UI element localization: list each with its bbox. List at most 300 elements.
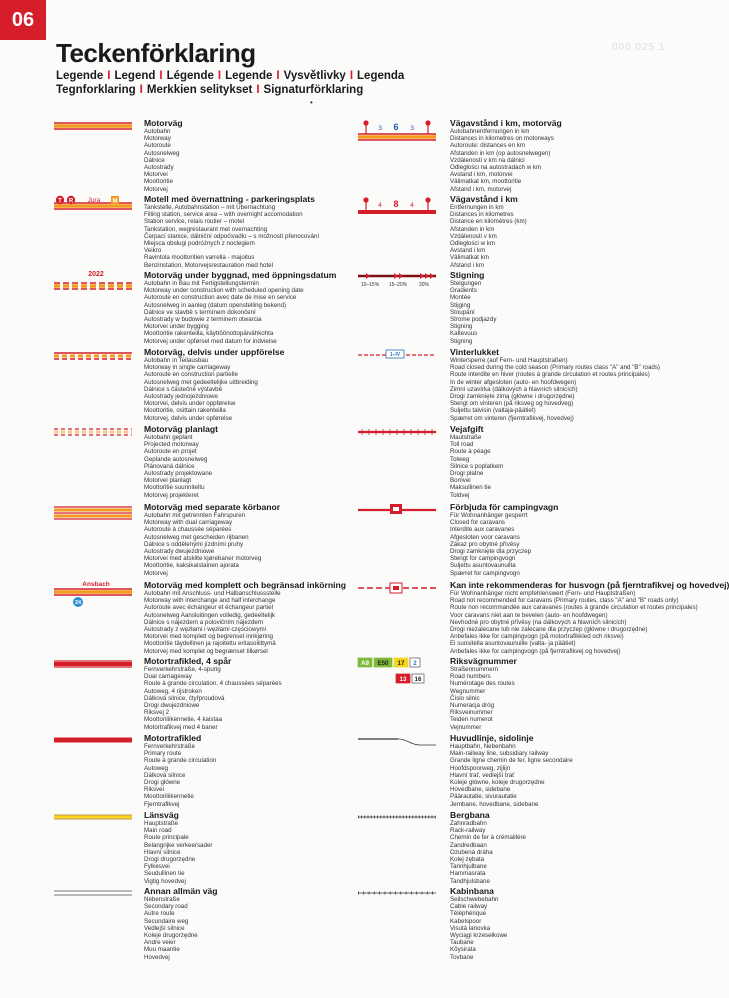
legend-translation: Fernverkehrstraße	[144, 743, 195, 750]
distance-number: 3	[410, 125, 414, 132]
legend-heading: Motorväg med separate körbanor	[144, 502, 281, 512]
opening-year-label: 2022	[88, 271, 104, 278]
legend-translation: Autoroute avec échangeur et échangeur partiel	[144, 604, 273, 612]
legend-translation: Motorvej projekteret	[144, 491, 199, 499]
legend-text	[450, 194, 708, 269]
legend-heading: Huvudlinje, sidolinje	[450, 733, 534, 743]
legend-translation: Afstand i km, motorvej	[450, 185, 512, 193]
legend-translation: Vzdálenosti v km	[450, 232, 497, 240]
legend-heading: Motorväg med komplett och begränsad inkörning	[144, 580, 346, 590]
legend-translation: Riksveinummer	[450, 709, 493, 717]
legend-translation: Taubane	[450, 939, 474, 947]
legend-translation: Čerpací stanice, dálniční odpočivadlo – s možností přenocování	[144, 232, 320, 240]
legend-translation: Seudullinen tie	[144, 870, 185, 878]
legend-translation: Motorvej med komplet og begrænset tilkørsel	[144, 647, 268, 655]
legend-translation: Välimatkat km, moottoritie	[450, 178, 522, 186]
legend-translation: Interdite aux caravanes	[450, 526, 515, 534]
legend-text	[144, 270, 359, 345]
legend-translation: Secondary road	[144, 903, 188, 911]
legend-translation: Hlavní trať, vedlejší trať	[450, 771, 515, 779]
legend-translation: Cable railway	[450, 903, 488, 911]
subtitle-separator: I	[107, 70, 111, 82]
legend-symbol	[358, 812, 450, 832]
legend-translation: Tankstation, wegrestaurant met overnachting	[144, 225, 268, 233]
legend-translation: Autostrady	[144, 164, 174, 172]
legend-translation: Drogi dwujezdniowe	[144, 702, 200, 710]
legend-symbol	[54, 349, 144, 373]
legend-symbol	[358, 426, 450, 448]
legend-translation: Afstanden in km (op autosnelwegen)	[450, 149, 551, 157]
legend-translation: Moottoritie	[144, 178, 173, 186]
legend-translation: Andre veier	[144, 939, 176, 947]
legend-translation: Avstand i km, motorvei	[450, 171, 513, 179]
legend-translation: Voor caravans niet aan te bevelen (auto- en hoofdwegen)	[450, 611, 608, 619]
legend-translation: Autobahn	[144, 128, 171, 135]
legend-translation: Route non recommandée aux caravanes (routes à grande circulation et routes principales)	[450, 604, 698, 612]
subtitle-language: Legenda	[357, 70, 405, 82]
legend-translation: Kolej zębata	[450, 856, 485, 864]
legend-translation: Zákaz pro obytné přívěsy	[450, 540, 520, 548]
legend-translation: Motorway with dual carriageway	[144, 519, 233, 527]
legend-translation: Stengt om vinteren (på riksveg og hovedveg)	[450, 400, 574, 408]
legend-translation: Fylkesvei	[144, 863, 170, 871]
legend-translation: Moottoritie täydellinen ja rajoitettu eritasoliittymä	[144, 640, 276, 648]
legend-symbol	[54, 658, 144, 680]
legend-translation: Autre route	[144, 910, 175, 918]
legend-heading: Motorväg under byggnad, med öppningsdatum	[144, 270, 337, 280]
legend-translation: Köysirata	[450, 946, 476, 954]
legend-text	[450, 656, 708, 731]
legend-translation: Dálnice ve stavbě s termínem dokončení	[144, 308, 256, 316]
legend-text	[450, 733, 708, 808]
legend-translation: Plánovaná dálnice	[144, 462, 195, 470]
legend-translation: Moottoritie rakenteilla, käyttöönottopäivähkohta	[144, 330, 274, 338]
legend-text	[450, 580, 729, 655]
legend-heading: Kan inte rekommenderas for husvogn (på fjerntrafikvej og hovedvej)	[450, 580, 729, 590]
legend-heading: Motorväg, delvis under uppförelse	[144, 347, 285, 357]
legend-translation: Dálnice	[144, 156, 165, 164]
legend-translation: Jernbane, hovedbane, sidebane	[450, 800, 539, 808]
legend-symbol	[54, 582, 144, 618]
legend-translation: Tovbane	[450, 953, 474, 961]
legend-translation: Motortrafikvej med 4 baner	[144, 723, 218, 731]
legend-translation: Drogi zamknięte zimą (główne i drugorzędne)	[450, 393, 575, 401]
legend-text	[450, 347, 708, 422]
subtitle-language: Legende	[225, 70, 273, 82]
legend-heading: Kabinbana	[450, 886, 494, 896]
legend-translation: Für Wohnanhänger gesperrt	[450, 512, 528, 519]
road-number-label: 16	[414, 676, 422, 683]
legend-translation: Avstand i km	[450, 247, 486, 255]
legend-translation: Motorvei med atskilte kjørebaner motorveg	[144, 555, 262, 563]
legend-translation: Nevhodné pro obytné přívěsy (na dálkových a hlavních silnicích)	[450, 618, 627, 626]
legend-symbol	[54, 504, 144, 532]
legend-translation: Drogi zamknięte dla przyczep	[450, 548, 532, 556]
legend-heading: Länsväg	[144, 810, 179, 820]
legend-translation: Hlavní silnice	[144, 848, 181, 856]
legend-translation: Dálnice s nájezdem a polovičním nájezdem	[144, 618, 263, 626]
legend-translation: Grande ligne chemin de fer, ligne secondaire	[450, 757, 573, 765]
legend-translation: Motorway with interchange and half interchange	[144, 597, 276, 605]
legend-translation: Autobahnentfernungen in km	[450, 128, 530, 135]
legend-translation: Distances in kilometres on motorways	[450, 135, 554, 143]
motel-name-label: Jura	[87, 197, 101, 204]
legend-translation: Hauptbahn, Nebenbahn	[450, 743, 516, 750]
legend-text	[450, 424, 708, 499]
subtitle-line-2	[56, 84, 363, 96]
gradient-label: 10–15%	[360, 282, 380, 288]
legend-symbol	[54, 120, 144, 142]
legend-translation: Stigning	[450, 323, 473, 331]
legend-translation: Moottoritie, kaksikaistainen ajorata	[144, 562, 239, 570]
legend-translation: Rack-railway	[450, 827, 486, 835]
legend-translation: Numérotage des routes	[450, 680, 515, 688]
legend-translation: Drogi płatne	[450, 470, 484, 478]
legend-translation: Route à péage	[450, 448, 491, 456]
legend-translation: Tankstelle, Autobahnstation – mit Übernachtung	[144, 204, 276, 211]
road-number-label: 2	[413, 660, 417, 667]
legend-translation: Toll road	[450, 441, 474, 449]
subtitle-line-1	[56, 70, 404, 82]
legend-translation: Strome podjazdy	[450, 316, 497, 324]
legend-symbol	[358, 582, 450, 606]
legend-text	[144, 424, 359, 499]
legend-translation: Afgesloten voor caravans	[450, 533, 520, 541]
legend-translation: Road numbers	[450, 673, 491, 681]
legend-translation: Fernverkehrstraße, 4-spurig	[144, 666, 221, 673]
legend-translation: Motorvei med komplett og begrenset innkjøring	[144, 633, 273, 641]
legend-translation: Motorvei under bygging	[144, 323, 209, 331]
legend-translation: Nebenstraße	[144, 896, 180, 903]
legend-heading: Motortrafikled	[144, 733, 202, 743]
subtitle-separator: I	[217, 70, 222, 82]
legend-translation: Belangrijke verkeersader	[144, 841, 213, 849]
legend-translation: Suljettu asuntovaunuilta	[450, 562, 516, 570]
legend-translation: Closed for caravans	[450, 519, 506, 527]
legend-translation: Benzinstation, Motorvejsrestauration med hotel	[144, 261, 273, 269]
legend-translation: Autobahn mit Anschluss- und Halbanschlussstelle	[144, 590, 281, 597]
legend-translation: Numeracja dróg	[450, 702, 495, 710]
legend-translation: Afstand i km	[450, 261, 485, 269]
legend-translation: Koleje główne, koleje drugorzędne	[450, 779, 545, 787]
legend-translation: Silnice s poplatkem	[450, 462, 504, 470]
legend-translation: Motorvei	[144, 171, 168, 179]
legend-translation: Autoroute: distances en km	[450, 142, 525, 150]
legend-translation: Spærret om vinteren (fjerntrafikvej, hovedvej)	[450, 414, 574, 422]
legend-translation: Mautstraße	[450, 434, 482, 441]
legend-translation: Route à grande circulation, 4 chaussées séparées	[144, 680, 282, 688]
legend-translation: Moottoritie suunniteltu	[144, 484, 205, 492]
legend-translation: Station service, relais routier – motel	[144, 218, 245, 226]
legend-translation: Maksullinen tie	[450, 484, 491, 492]
legend-translation: Téléphérique	[450, 910, 487, 918]
legend-translation: Zahnradbahn	[450, 820, 487, 827]
legend-translation: Dálnice s oddělenými jízdními pruhy	[144, 540, 244, 548]
legend-translation: Stijging	[450, 301, 471, 309]
legend-translation: Motorway in single carriageway	[144, 364, 231, 372]
legend-translation: Zandredbaan	[450, 841, 487, 849]
legend-translation: Dálková silnice, čtyřproudová	[144, 694, 225, 702]
legend-translation: Autobahn in Bau mit Fertigstellungstermin	[144, 280, 259, 287]
road-number-label: A9	[361, 660, 369, 667]
legend-text	[144, 347, 359, 422]
legend-translation: Drogi niezalecane lub nie zalecane dla przyczep (główne i drugorzędne)	[450, 626, 648, 634]
subtitle-language: Legende	[56, 70, 104, 82]
legend-symbol	[358, 349, 450, 371]
legend-heading: Motorväg	[144, 118, 183, 128]
legend-translation: Hammasrata	[450, 870, 486, 878]
legend-translation: Autostrady z węzłami i węzłami częściowymi	[144, 626, 267, 634]
legend-translation: Kaltevuus	[450, 330, 478, 338]
bullet-dot: •	[310, 98, 313, 107]
legend-heading: Vägavstånd i km, motorväg	[450, 118, 562, 128]
legend-translation: Seilschwebebahn	[450, 896, 499, 903]
legend-translation: Straßennummern	[450, 666, 499, 673]
legend-translation: Dálnice s částečně výstavbě	[144, 385, 223, 393]
legend-translation: Veikro	[144, 247, 162, 255]
legend-symbol	[54, 735, 144, 757]
legend-symbol	[358, 272, 450, 298]
legend-translation: Autoroute en construction partielle	[144, 371, 238, 379]
legend-translation: Route principale	[144, 834, 189, 842]
legend-heading: Motorväg planlagt	[144, 424, 219, 434]
legend-translation: Kabelspoor	[450, 917, 482, 925]
legend-translation: Odległości w km	[450, 240, 496, 248]
legend-translation: Motorvei planlagt	[144, 477, 192, 485]
legend-symbol	[54, 272, 144, 302]
subtitle-language: Legend	[114, 70, 156, 82]
legend-heading: Förbjuda för campingvagn	[450, 502, 559, 512]
legend-translation: Motorvej under opførsel med datum for indvielse	[144, 337, 277, 345]
page-number-tab: 06	[0, 0, 46, 40]
legend-heading: Motell med övernattning - parkeringsplats	[144, 194, 315, 204]
legend-symbol	[54, 197, 144, 222]
legend-translation: Autobahn geplant	[144, 434, 193, 441]
motel-icon-label: M	[112, 198, 118, 205]
legend-translation: Vedlejší silnice	[144, 924, 185, 932]
legend-text	[144, 656, 359, 731]
legend-translation: Motorway	[144, 135, 171, 143]
legend-translation: Päärautatie, sivurautatie	[450, 793, 517, 801]
subtitle-language: Merkkien selitykset	[146, 84, 253, 96]
distance-number: 6	[393, 122, 399, 132]
legend-translation: Autobahn mit getrennten Fahrspuren	[144, 512, 246, 519]
legend-translation: Projected motorway	[144, 441, 199, 449]
legend-text	[450, 886, 708, 961]
legend-symbol	[54, 888, 144, 910]
legend-symbol	[358, 120, 450, 152]
legend-translation: Moottoriliikennetie, 4 kaistaa	[144, 716, 223, 724]
legend-text	[450, 502, 708, 577]
legend-translation: Spærret for campingvogn	[450, 569, 520, 577]
legend-translation: Motorway under construction with scheduled opening date	[144, 287, 304, 295]
legend-translation: Zimní uzavírka (dálkových a hlavních silnicích)	[450, 385, 578, 393]
subtitle-separator: I	[256, 84, 260, 96]
legend-translation: Dual carriageway	[144, 673, 192, 681]
legend-translation: Vejnummer	[450, 723, 482, 731]
legend-text	[144, 118, 359, 193]
gradient-label: 15–20%	[388, 282, 408, 288]
legend-text	[450, 118, 708, 193]
legend-translation: Motorvej, delvis under opførelse	[144, 414, 233, 422]
legend-translation: In de winter afgesloten (auto- en hoofdwegen)	[450, 378, 577, 386]
legend-heading: Bergbana	[450, 810, 490, 820]
legend-translation: Main-railway line, subsidiary railway	[450, 750, 549, 758]
legend-translation: Autostrady dwujezdniowe	[144, 548, 215, 556]
service-icon-label: R	[68, 198, 74, 205]
legend-translation: Moottoriliikennetie	[144, 793, 194, 801]
legend-translation: Geplande autosnelweg	[144, 455, 208, 463]
exit-number-label: 24	[74, 600, 82, 607]
legend-symbol	[358, 888, 450, 908]
legend-text	[450, 270, 708, 345]
legend-translation: Autostrady w budowie z terminem otwarcia	[144, 316, 262, 324]
road-number-label: E50	[377, 660, 389, 667]
legend-translation: Tannhjulbane	[450, 863, 487, 871]
legend-text	[144, 580, 359, 655]
legend-translation: Riksvej 2	[144, 709, 170, 717]
legend-translation: Motorvei, delvis under oppførelse	[144, 400, 236, 408]
legend-translation: Motorvej	[144, 185, 168, 193]
legend-heading: Annan allmän väg	[144, 886, 218, 896]
winter-badge-label: 1–IV	[389, 352, 401, 358]
legend-translation: Visutá lanovka	[450, 924, 491, 932]
legend-translation: Autoroute	[144, 142, 171, 150]
legend-translation: Suljettu talvisin (valtaja-päätiet)	[450, 407, 536, 415]
legend-translation: Wintersperre (auf Fern- und Hauptstraßen)	[450, 357, 568, 364]
legend-translation: Wyciągi krzesełkowe	[450, 932, 508, 940]
legend-heading: Vägavstånd i km	[450, 194, 518, 204]
legend-translation: Autoroute en construction avec date de mise en service	[144, 294, 297, 302]
legend-translation: Wegnummer	[450, 687, 486, 695]
legend-symbol	[358, 735, 450, 759]
legend-translation: Stoupání	[450, 308, 475, 316]
road-number-label: 13	[399, 676, 407, 683]
legend-translation: Tolweg	[450, 455, 470, 463]
legend-translation: Autosnelweg met gescheiden rijbanen	[144, 533, 249, 541]
subtitle-separator: I	[139, 84, 143, 96]
legend-translation: Odległości na autostradach w km	[450, 164, 542, 172]
legend-translation: Motorvej	[144, 569, 168, 577]
legend-translation: Autosnelweg Aansluitingen volledig, gedeeltelijk	[144, 611, 276, 619]
legend-translation: Välimatkat km	[450, 254, 489, 262]
subtitle-language: Tegnforklaring	[56, 84, 136, 96]
distance-number: 4	[378, 202, 382, 209]
legend-translation: Secundaire weg	[144, 917, 189, 925]
legend-translation: Anbefales ikke for campingvogn (på motortrafikkled och riksvei)	[450, 633, 624, 641]
gradient-label: 20%	[418, 282, 430, 288]
legend-translation: Afstanden in km	[450, 225, 495, 233]
legend-translation: Miejsca obsługi podróżnych z noclegiem	[144, 240, 255, 248]
subtitle-language: Vysvětlivky	[283, 70, 346, 82]
legend-translation: Distance en kilomètres (km)	[450, 218, 527, 226]
legend-text	[144, 810, 359, 885]
distance-number: 8	[393, 199, 399, 209]
legend-heading: Riksvägnummer	[450, 656, 517, 666]
subtitle-separator: I	[349, 70, 354, 82]
legend-translation: Autostrady jednojezdniowe	[144, 393, 218, 401]
legend-translation: Moottoritie, osittain rakenteilla	[144, 407, 226, 415]
legend-translation: Steigungen	[450, 280, 482, 287]
legend-translation: Anbefales ikke for campingvogn (på fjerntrafikvej og hovedvej)	[450, 647, 621, 655]
legend-translation: Autoweg, 4 rijstroken	[144, 687, 202, 695]
legend-text	[144, 733, 359, 808]
legend-symbol	[358, 504, 450, 526]
legend-symbol	[54, 426, 144, 450]
page-title: Teckenförklaring	[56, 38, 256, 68]
legend-translation: Vzdálenosti v km na dálnici	[450, 156, 525, 164]
legend-translation: Ozubená dráha	[450, 848, 493, 856]
legend-translation: Hauptstraße	[144, 820, 179, 827]
legend-translation: Route interdite en hiver (routes à grande circulation et routes principales)	[450, 371, 650, 379]
legend-translation: Filling station, service area – with overnight accomodation	[144, 211, 303, 219]
distance-number: 4	[410, 202, 414, 209]
legend-translation: Drogi drugorzędne	[144, 856, 196, 864]
legend-translation: Stengt for campingvogn	[450, 555, 516, 563]
legend-translation: Autosnelweg	[144, 149, 180, 157]
legend-translation: Autosnelweg in aanleg (datum openstelling bekend)	[144, 301, 287, 309]
subtitle-separator: I	[159, 70, 163, 82]
legend-translation: Road closed during the cold season (Primary routes class "A" and "B" roads)	[450, 364, 660, 372]
legend-translation: Autobahn in Teilausbau	[144, 357, 209, 364]
legend-text	[450, 810, 708, 885]
legend-translation: Ravintola moottoritien varrella - majoitus	[144, 254, 255, 262]
legend-symbol	[358, 196, 450, 226]
subtitle-language: Légende	[166, 70, 214, 82]
legend-translation: Entfernungen in km	[450, 204, 504, 211]
legend-heading: Motortrafikled, 4 spår	[144, 656, 232, 666]
legend-translation: Vigtig hovedvej	[144, 877, 186, 885]
interchange-name-label: Ansbach	[82, 581, 110, 588]
legend-translation: Chemin de fer à crémaillère	[450, 834, 526, 842]
legend-translation: Ei suositella asuntovaunuille (valta- ja päätiet)	[450, 640, 576, 648]
faint-corner-text: 000 025 1	[612, 42, 666, 53]
legend-heading: Stigning	[450, 270, 485, 280]
legend-translation: Muu maantie	[144, 946, 180, 954]
legend-translation: Číslo silnic	[450, 694, 480, 702]
legend-text	[144, 502, 359, 577]
legend-translation: Primary route	[144, 750, 182, 758]
subtitle-language: Signaturförklaring	[263, 84, 364, 96]
legend-translation: Fjerntrafikvej	[144, 800, 180, 808]
legend-translation: Drogi główne	[144, 779, 181, 787]
legend-translation: Dálková silnice	[144, 771, 186, 779]
legend-translation: Autoroute à chaussée séparées	[144, 526, 232, 534]
legend-translation: Hovedvej	[144, 953, 170, 961]
service-icon-label: T	[58, 198, 62, 205]
legend-translation: Tandhjulsbane	[450, 877, 490, 885]
legend-symbol	[54, 812, 144, 834]
legend-translation: Autostrady projektowane	[144, 470, 213, 478]
legend-translation: Stigning	[450, 337, 473, 345]
distance-number: 3	[378, 125, 382, 132]
legend-translation: Autoweg	[144, 764, 169, 772]
legend-symbol	[358, 658, 450, 694]
road-number-label: 17	[397, 660, 405, 667]
legend-translation: Main road	[144, 827, 172, 835]
legend-translation: Teiden numerot	[450, 716, 493, 724]
subtitle-separator: I	[276, 70, 280, 82]
legend-translation: Gradients	[450, 287, 477, 295]
legend-translation: Für Wohnanhänger nicht empfehlenswert (Fern- und Hauptstraßen)	[450, 590, 636, 597]
legend-heading: Vejafgift	[450, 424, 484, 434]
legend-text	[144, 194, 359, 269]
legend-translation: Hoofdspoorweg, zijlijn	[450, 764, 511, 772]
legend-translation: Toldvej	[450, 491, 470, 499]
legend-text	[144, 886, 359, 961]
legend-translation: Route à grande circulation	[144, 757, 217, 765]
legend-translation: Koleje drugorzędne	[144, 932, 198, 940]
